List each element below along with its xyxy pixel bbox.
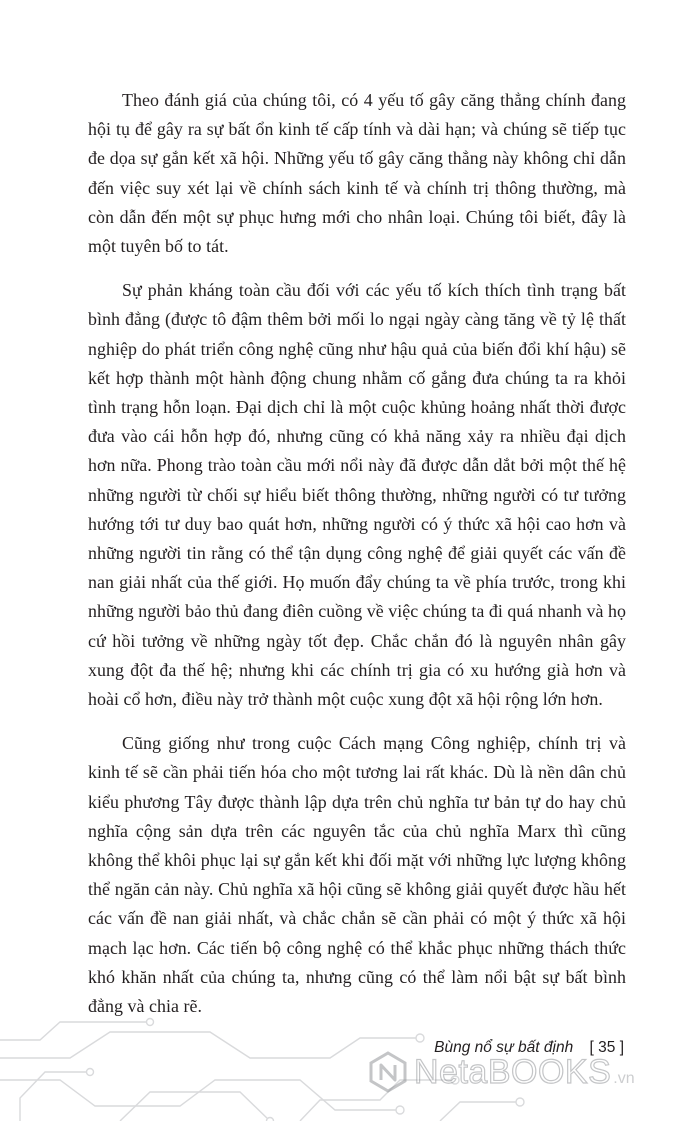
running-title: Bùng nổ sự bất định	[434, 1039, 574, 1056]
page-body	[88, 86, 626, 1021]
netabooks-logo-icon	[366, 1050, 410, 1094]
paragraph-1: Theo đánh giá của chúng tôi, có 4 yếu tố gây căng thẳng chính đang hội tụ để gây ra sự bất ổn kinh tế cấp tính và dài hạn; và chúng sẽ tiếp tục đe dọa sự gắn kết xã hội. Những yếu tố gây căng thẳng này không chỉ dẫn đến việc suy xét lại về chính sách kinh tế và chính trị thông thường, mà còn dẫn đến một sự phục hưng mới cho nhân loại. Chúng tôi biết, đây là một tuyên bố to tát.	[88, 90, 626, 257]
page-number: [ 35 ]	[589, 1039, 624, 1056]
paragraph-3: Cũng giống như trong cuộc Cách mạng Công nghiệp, chính trị và kinh tế sẽ cần phải tiến hóa cho một tương lai rất khác. Dù là nền dân chủ kiểu phương Tây được thành lập dựa trên chủ nghĩa tư bản tự do hay chủ nghĩa cộng sản dựa trên các nguyên tắc của chủ nghĩa Marx thì cũng không thể khôi phục lại sự gắn kết khi đối mặt với những lực lượng không thể ngăn cản này. Chủ nghĩa xã hội cũng sẽ không giải quyết được hầu hết các vấn đề nan giải nhất, và chắc chắn sẽ cần phải có một ý thức xã hội mạch lạc hơn. Các tiến bộ công nghệ có thể khắc phục những thách thức khó khăn nhất của chúng ta, nhưng cũng có thể làm nổi bật sự bất bình đẳng và chia rẽ.	[88, 733, 626, 1017]
watermark-brand: NetaBOOKS	[414, 1052, 612, 1091]
paragraph-2: Sự phản kháng toàn cầu đối với các yếu tố kích thích tình trạng bất bình đẳng (được tô đậm thêm bởi mối lo ngại ngày càng tăng về tỷ lệ thất nghiệp do phát triển công nghệ cũng như hậu quả của biến đổi khí hậu) sẽ kết hợp thành một hành động chung nhằm cố gắng đưa chúng ta ra khỏi tình trạng hỗn loạn. Đại dịch chỉ là một cuộc khủng hoảng nhất thời được đưa vào cái hỗn hợp đó, nhưng cũng có khả năng xảy ra nhiều đại dịch hơn nữa. Phong trào toàn cầu mới nổi này đã được dẫn dắt bởi một thế hệ những người từ chối sự hiểu biết thông thường, những người có tư tưởng hướng tới tư duy bao quát hơn, những người có ý thức xã hội cao hơn và những người tin rằng có thể tận dụng công nghệ để giải quyết các vấn đề nan giải nhất của thế giới. Họ muốn đẩy chúng ta về phía trước, trong khi những người bảo thủ đang điên cuồng về việc chúng ta đi quá nhanh và họ cứ hồi tưởng về những ngày tốt đẹp. Chắc chắn đó là nguyên nhân gây xung đột đa thế hệ; nhưng khi các chính trị gia có xu hướng già hơn và hoài cổ hơn, điều này trở thành một cuộc xung đột xã hội rộng lớn hơn.	[88, 280, 626, 710]
watermark-domain: .vn	[613, 1070, 635, 1087]
netabooks-watermark	[366, 1050, 635, 1094]
